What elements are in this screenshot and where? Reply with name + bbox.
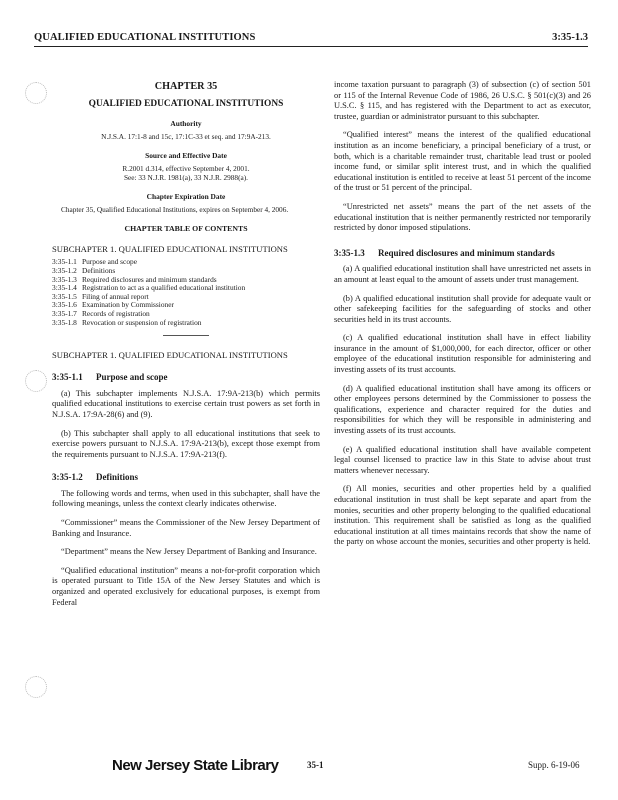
- expiration-text: Chapter 35, Qualified Educational Institutions, expires on September 4, 2006.: [61, 204, 289, 214]
- section-1-3-c: (c) A qualified educational institution shall have in effect liability insurance in the amount of $1,000,000, for each director, officer or other employee of the educational institution responsible for administering and investing assets of its trust accounts.: [334, 333, 591, 375]
- toc-entry-title: Registration to act as a qualified educational institution: [82, 283, 246, 293]
- definition-qualified-interest: “Qualified interest” means the interest of the qualified educational institution as an income beneficiary, a principal beneficiary of a trust, or both, which is a charitable remainder trust, charitable lead trust or pooled income fund, or similar split interest trust, and in which the qualified educational institution is entitled to receive at least 51 percent of the income of the trust or 51 percent of the principal.: [334, 130, 591, 193]
- subchapter-heading: SUBCHAPTER 1. QUALIFIED EDUCATIONAL INSTITUTIONS: [52, 350, 288, 361]
- running-header: [34, 30, 588, 47]
- supplement-date: Supp. 6-19-06: [528, 760, 580, 770]
- punch-hole-top: [25, 82, 47, 104]
- section-divider: [163, 335, 209, 336]
- section-1-1-b: (b) This subchapter shall apply to all educational institutions that seek to exercise powers pursuant to N.J.S.A. 17:9A-213(b), except those exempt from the requirements pursuant to N.J.S.A. 17:9A-213(f).: [52, 428, 320, 459]
- toc-entry-number: 3:35-1.8: [52, 317, 77, 327]
- toc-entry-title: Records of registration: [82, 308, 150, 318]
- section-1-1-a: (a) This subchapter implements N.J.S.A. 17:9A-213(b) which permits qualified educational institutions to exercise certain trust powers as set forth in N.J.S.A. 17:9A-28(6) and (9).: [52, 388, 320, 419]
- chapter-number: CHAPTER 35: [154, 81, 218, 92]
- definition-continued: income taxation pursuant to paragraph (3) of subsection (c) of section 501 or 115 of the Internal Revenue Code of 1986, 26 U.S.C. § 501(c)(3) and 26 U.S.C. § 115, and has registered with the Department to act as executor, trustee, guardian or administrator pursuant to this subchapter.: [334, 80, 591, 121]
- table-of-contents: [52, 258, 320, 327]
- source-line-1: R.2001 d.314, effective September 4, 2001.: [122, 163, 250, 173]
- toc-entry-title: Definitions: [82, 265, 116, 275]
- section-number: 3:35-1.2: [52, 472, 83, 483]
- punch-hole-middle: [25, 370, 47, 392]
- toc-entry-title: Filing of annual report: [82, 291, 149, 301]
- definition-qualified-institution: “Qualified educational institution” means a not-for-profit corporation which is operated pursuant to Title 15A of the New Jersey Statutes and which is organized and operated exclusively for educational purposes, is exempt from Federal: [52, 565, 320, 607]
- section-title: Definitions: [96, 472, 139, 483]
- definitions-intro: The following words and terms, when used in this subchapter, shall have the following meanings, unless the context clearly indicates otherwise.: [52, 488, 320, 509]
- page-number: 35-1: [307, 760, 324, 770]
- section-1-3-a: (a) A qualified educational institution shall have unrestricted net assets in an amount at least equal to the amount of assets under trust management.: [334, 264, 591, 284]
- source-text: [52, 164, 320, 182]
- definition-unrestricted-net-assets: “Unrestricted net assets” means the part of the net assets of the educational institution that is neither permanently restricted nor temporarily restricted by donor imposed stipulations.: [334, 201, 591, 233]
- toc-entry-number: 3:35-1.7: [52, 308, 77, 318]
- definition-commissioner: “Commissioner” means the Commissioner of the New Jersey Department of Banking and Insurance.: [52, 518, 320, 538]
- library-stamp: New Jersey State Library: [112, 757, 279, 774]
- toc-entry-number: 3:35-1.4: [52, 283, 77, 293]
- authority-text: N.J.S.A. 17:1-8 and 15c, 17:1C-33 et seq. and 17:9A-213.: [101, 131, 271, 141]
- toc-entry-number: 3:35-1.3: [52, 274, 77, 284]
- authority-heading: Authority: [170, 119, 202, 129]
- toc-entry-number: 3:35-1.5: [52, 291, 77, 301]
- section-1-3-b: (b) A qualified educational institution shall provide for adequate vault or other safekeeping facilities for the safeguarding of stocks and other securities held in its trust accounts.: [334, 293, 591, 324]
- toc-subchapter: SUBCHAPTER 1. QUALIFIED EDUCATIONAL INSTITUTIONS: [52, 244, 288, 255]
- toc-entry-title: Required disclosures and minimum standards: [82, 274, 217, 284]
- section-1-2-heading: [52, 472, 320, 483]
- section-title: Purpose and scope: [96, 372, 168, 383]
- source-line-2: See: 33 N.J.R. 1981(a), 33 N.J.R. 2988(a).: [123, 172, 249, 182]
- toc-entry-number: 3:35-1.6: [52, 300, 77, 310]
- section-number: 3:35-1.1: [52, 372, 83, 383]
- source-heading: Source and Effective Date: [145, 150, 227, 160]
- left-column: [52, 80, 320, 616]
- definition-department: “Department” means the New Jersey Department of Banking and Insurance.: [61, 547, 317, 557]
- toc-entry-title: Purpose and scope: [82, 257, 138, 267]
- section-number: 3:35-1.3: [334, 247, 365, 258]
- toc-heading: CHAPTER TABLE OF CONTENTS: [124, 223, 248, 233]
- right-column: [334, 80, 591, 556]
- toc-entry-title: Revocation or suspension of registration: [82, 317, 202, 327]
- section-1-3-d: (d) A qualified educational institution shall have among its officers or other employees persons determined by the Commissioner to possess the qualifications, experience and character required for the duties and responsibilities for which they will be responsible in administering and investing assets of its trust accounts.: [334, 383, 591, 436]
- header-title: QUALIFIED EDUCATIONAL INSTITUTIONS: [34, 32, 256, 43]
- toc-entry-number: 3:35-1.1: [52, 257, 77, 267]
- section-1-3-e: (e) A qualified educational institution shall have available competent legal counsel licensed to practice law in this State to advise about trust matters whenever necessary.: [334, 444, 591, 475]
- toc-entry-number: 3:35-1.2: [52, 265, 77, 275]
- toc-entry: [52, 319, 320, 328]
- chapter-title: QUALIFIED EDUCATIONAL INSTITUTIONS: [88, 98, 284, 109]
- section-1-3-f: (f) All monies, securities and other properties held by a qualified educational institution in trust shall be kept separate and apart from the monies, securities and other property belonging to the qualified educational institution. This requirement shall be satisfied as long as the qualified educational institution at all times maintains records that show the name of the party on whose account the monies, securities and other property is held.: [334, 484, 591, 547]
- expiration-heading: Chapter Expiration Date: [146, 191, 226, 201]
- section-1-1-heading: [52, 372, 320, 383]
- punch-hole-bottom: [25, 676, 47, 698]
- toc-entry-title: Examination by Commissioner: [82, 300, 174, 310]
- section-1-3-heading: [334, 248, 591, 259]
- header-section: 3:35-1.3: [552, 32, 588, 43]
- section-title: Required disclosures and minimum standards: [378, 247, 555, 258]
